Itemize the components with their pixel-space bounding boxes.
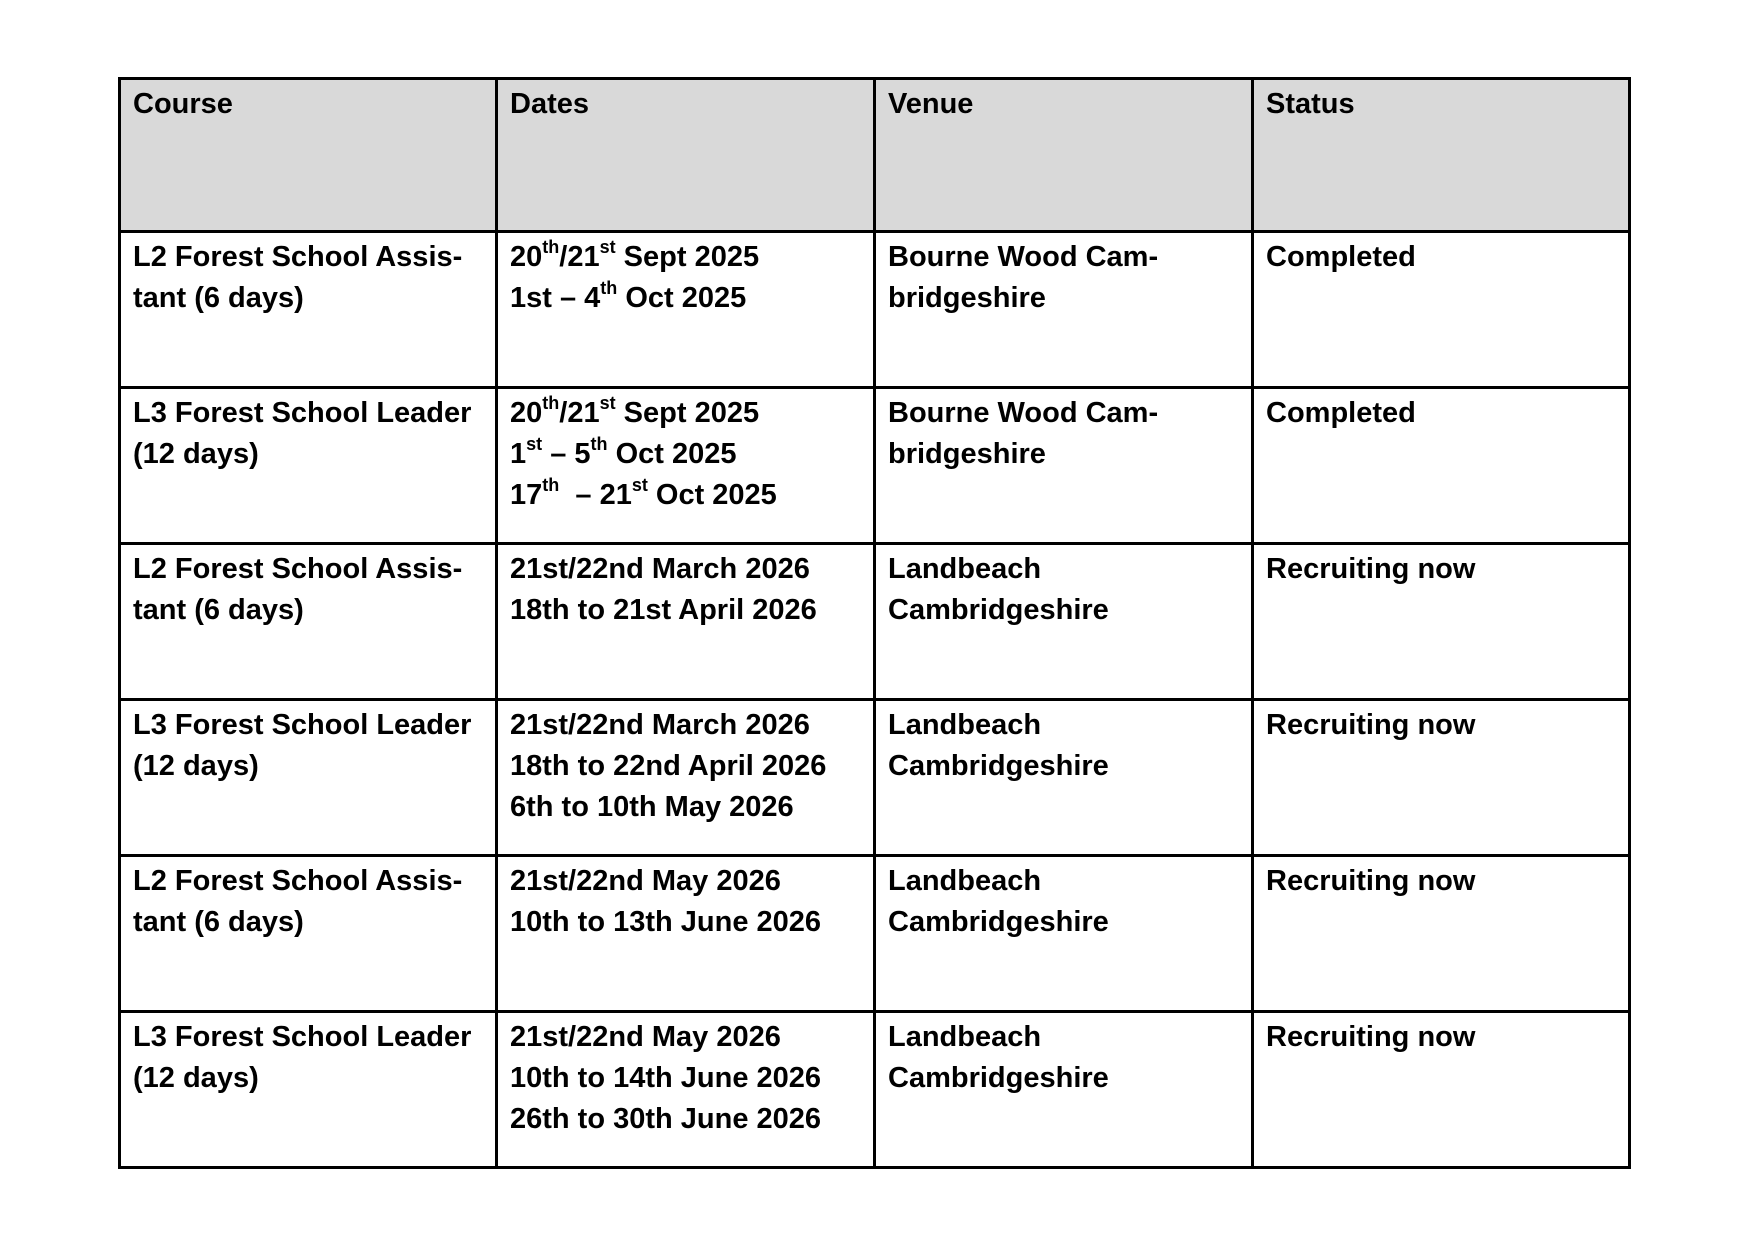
date-line — [510, 475, 861, 516]
ordinal-suffix: st — [599, 393, 616, 414]
header-row — [120, 79, 1630, 232]
course-cell — [120, 1012, 497, 1168]
course-line: L3 Forest School Leader — [133, 397, 472, 429]
table-row — [120, 856, 1630, 1012]
status-cell: Recruiting now — [1253, 544, 1630, 700]
date-text: Sept 2025 — [615, 241, 760, 273]
course-cell — [120, 544, 497, 700]
venue-line: bridgeshire — [888, 438, 1046, 470]
dates-cell — [497, 700, 875, 856]
venue-line: Landbeach — [888, 1021, 1042, 1053]
venue-line: Landbeach — [888, 553, 1042, 585]
ordinal-suffix: th — [542, 475, 560, 496]
venue-cell — [875, 700, 1253, 856]
course-schedule-table — [118, 77, 1631, 1169]
header-course: Course — [120, 79, 497, 232]
header-status: Status — [1253, 79, 1630, 232]
venue-cell — [875, 1012, 1253, 1168]
ordinal-suffix: st — [631, 475, 648, 496]
header-venue: Venue — [875, 79, 1253, 232]
status-cell: Recruiting now — [1253, 1012, 1630, 1168]
ordinal-suffix: th — [600, 278, 618, 299]
date-text: /21 — [559, 241, 600, 273]
course-line: (12 days) — [133, 1062, 259, 1094]
date-line — [510, 861, 861, 902]
date-line — [510, 278, 861, 319]
date-text: 18th to 22nd April 2026 — [510, 750, 827, 782]
status-cell: Recruiting now — [1253, 856, 1630, 1012]
status-cell: Recruiting now — [1253, 700, 1630, 856]
venue-line: Landbeach — [888, 709, 1042, 741]
table-row — [120, 232, 1630, 388]
date-line — [510, 393, 861, 434]
date-text: 10th to 13th June 2026 — [510, 906, 822, 938]
status-cell: Completed — [1253, 232, 1630, 388]
course-line: L3 Forest School Leader — [133, 709, 472, 741]
course-cell — [120, 856, 497, 1012]
dates-cell — [497, 388, 875, 544]
date-line — [510, 902, 861, 943]
date-text: 20 — [510, 241, 543, 273]
ordinal-suffix: th — [542, 237, 560, 258]
venue-cell — [875, 388, 1253, 544]
ordinal-suffix: st — [526, 434, 543, 455]
date-text: Oct 2025 — [617, 282, 747, 314]
venue-line: bridgeshire — [888, 282, 1046, 314]
date-text: Oct 2025 — [607, 438, 737, 470]
venue-cell — [875, 856, 1253, 1012]
date-text: – 5 — [542, 438, 591, 470]
table-row — [120, 388, 1630, 544]
course-line: L2 Forest School Assis- — [133, 865, 463, 897]
course-line: L2 Forest School Assis- — [133, 241, 463, 273]
date-text: 20 — [510, 397, 543, 429]
dates-cell — [497, 232, 875, 388]
venue-line: Bourne Wood Cam- — [888, 241, 1159, 273]
date-text: 26th to 30th June 2026 — [510, 1103, 822, 1135]
date-line — [510, 1099, 861, 1140]
date-text: Oct 2025 — [647, 479, 777, 511]
ordinal-suffix: th — [590, 434, 608, 455]
date-text: Sept 2025 — [615, 397, 760, 429]
venue-line: Cambridgeshire — [888, 750, 1109, 782]
date-text: 21st/22nd May 2026 — [510, 1021, 781, 1053]
course-line: tant (6 days) — [133, 906, 304, 938]
date-line — [510, 590, 861, 631]
course-line: L3 Forest School Leader — [133, 1021, 472, 1053]
date-line — [510, 787, 861, 828]
date-text: 21st/22nd May 2026 — [510, 865, 781, 897]
course-cell — [120, 232, 497, 388]
status-cell: Completed — [1253, 388, 1630, 544]
venue-line: Landbeach — [888, 865, 1042, 897]
date-text: 1 — [510, 438, 527, 470]
date-text: – 21 — [559, 479, 632, 511]
date-line — [510, 746, 861, 787]
venue-cell — [875, 544, 1253, 700]
date-line — [510, 549, 861, 590]
course-line: (12 days) — [133, 750, 259, 782]
course-cell — [120, 700, 497, 856]
date-text: 6th to 10th May 2026 — [510, 791, 794, 823]
ordinal-suffix: st — [599, 237, 616, 258]
course-line: L2 Forest School Assis- — [133, 553, 463, 585]
date-line — [510, 705, 861, 746]
date-text: 21st/22nd March 2026 — [510, 709, 810, 741]
venue-line: Bourne Wood Cam- — [888, 397, 1159, 429]
venue-line: Cambridgeshire — [888, 906, 1109, 938]
dates-cell — [497, 856, 875, 1012]
dates-cell — [497, 544, 875, 700]
date-text: 21st/22nd March 2026 — [510, 553, 810, 585]
date-text: /21 — [559, 397, 600, 429]
dates-cell — [497, 1012, 875, 1168]
table-row — [120, 1012, 1630, 1168]
date-line — [510, 434, 861, 475]
course-line: (12 days) — [133, 438, 259, 470]
table-row — [120, 544, 1630, 700]
table-body — [120, 232, 1630, 1168]
date-text: 10th to 14th June 2026 — [510, 1062, 822, 1094]
date-text: 1st – 4 — [510, 282, 601, 314]
date-line — [510, 1017, 861, 1058]
course-line: tant (6 days) — [133, 594, 304, 626]
venue-line: Cambridgeshire — [888, 1062, 1109, 1094]
ordinal-suffix: th — [542, 393, 560, 414]
date-line — [510, 1058, 861, 1099]
date-text: 17 — [510, 479, 543, 511]
header-dates: Dates — [497, 79, 875, 232]
venue-line: Cambridgeshire — [888, 594, 1109, 626]
date-text: 18th to 21st April 2026 — [510, 594, 817, 626]
table-row — [120, 700, 1630, 856]
course-cell — [120, 388, 497, 544]
venue-cell — [875, 232, 1253, 388]
date-line — [510, 237, 861, 278]
course-line: tant (6 days) — [133, 282, 304, 314]
